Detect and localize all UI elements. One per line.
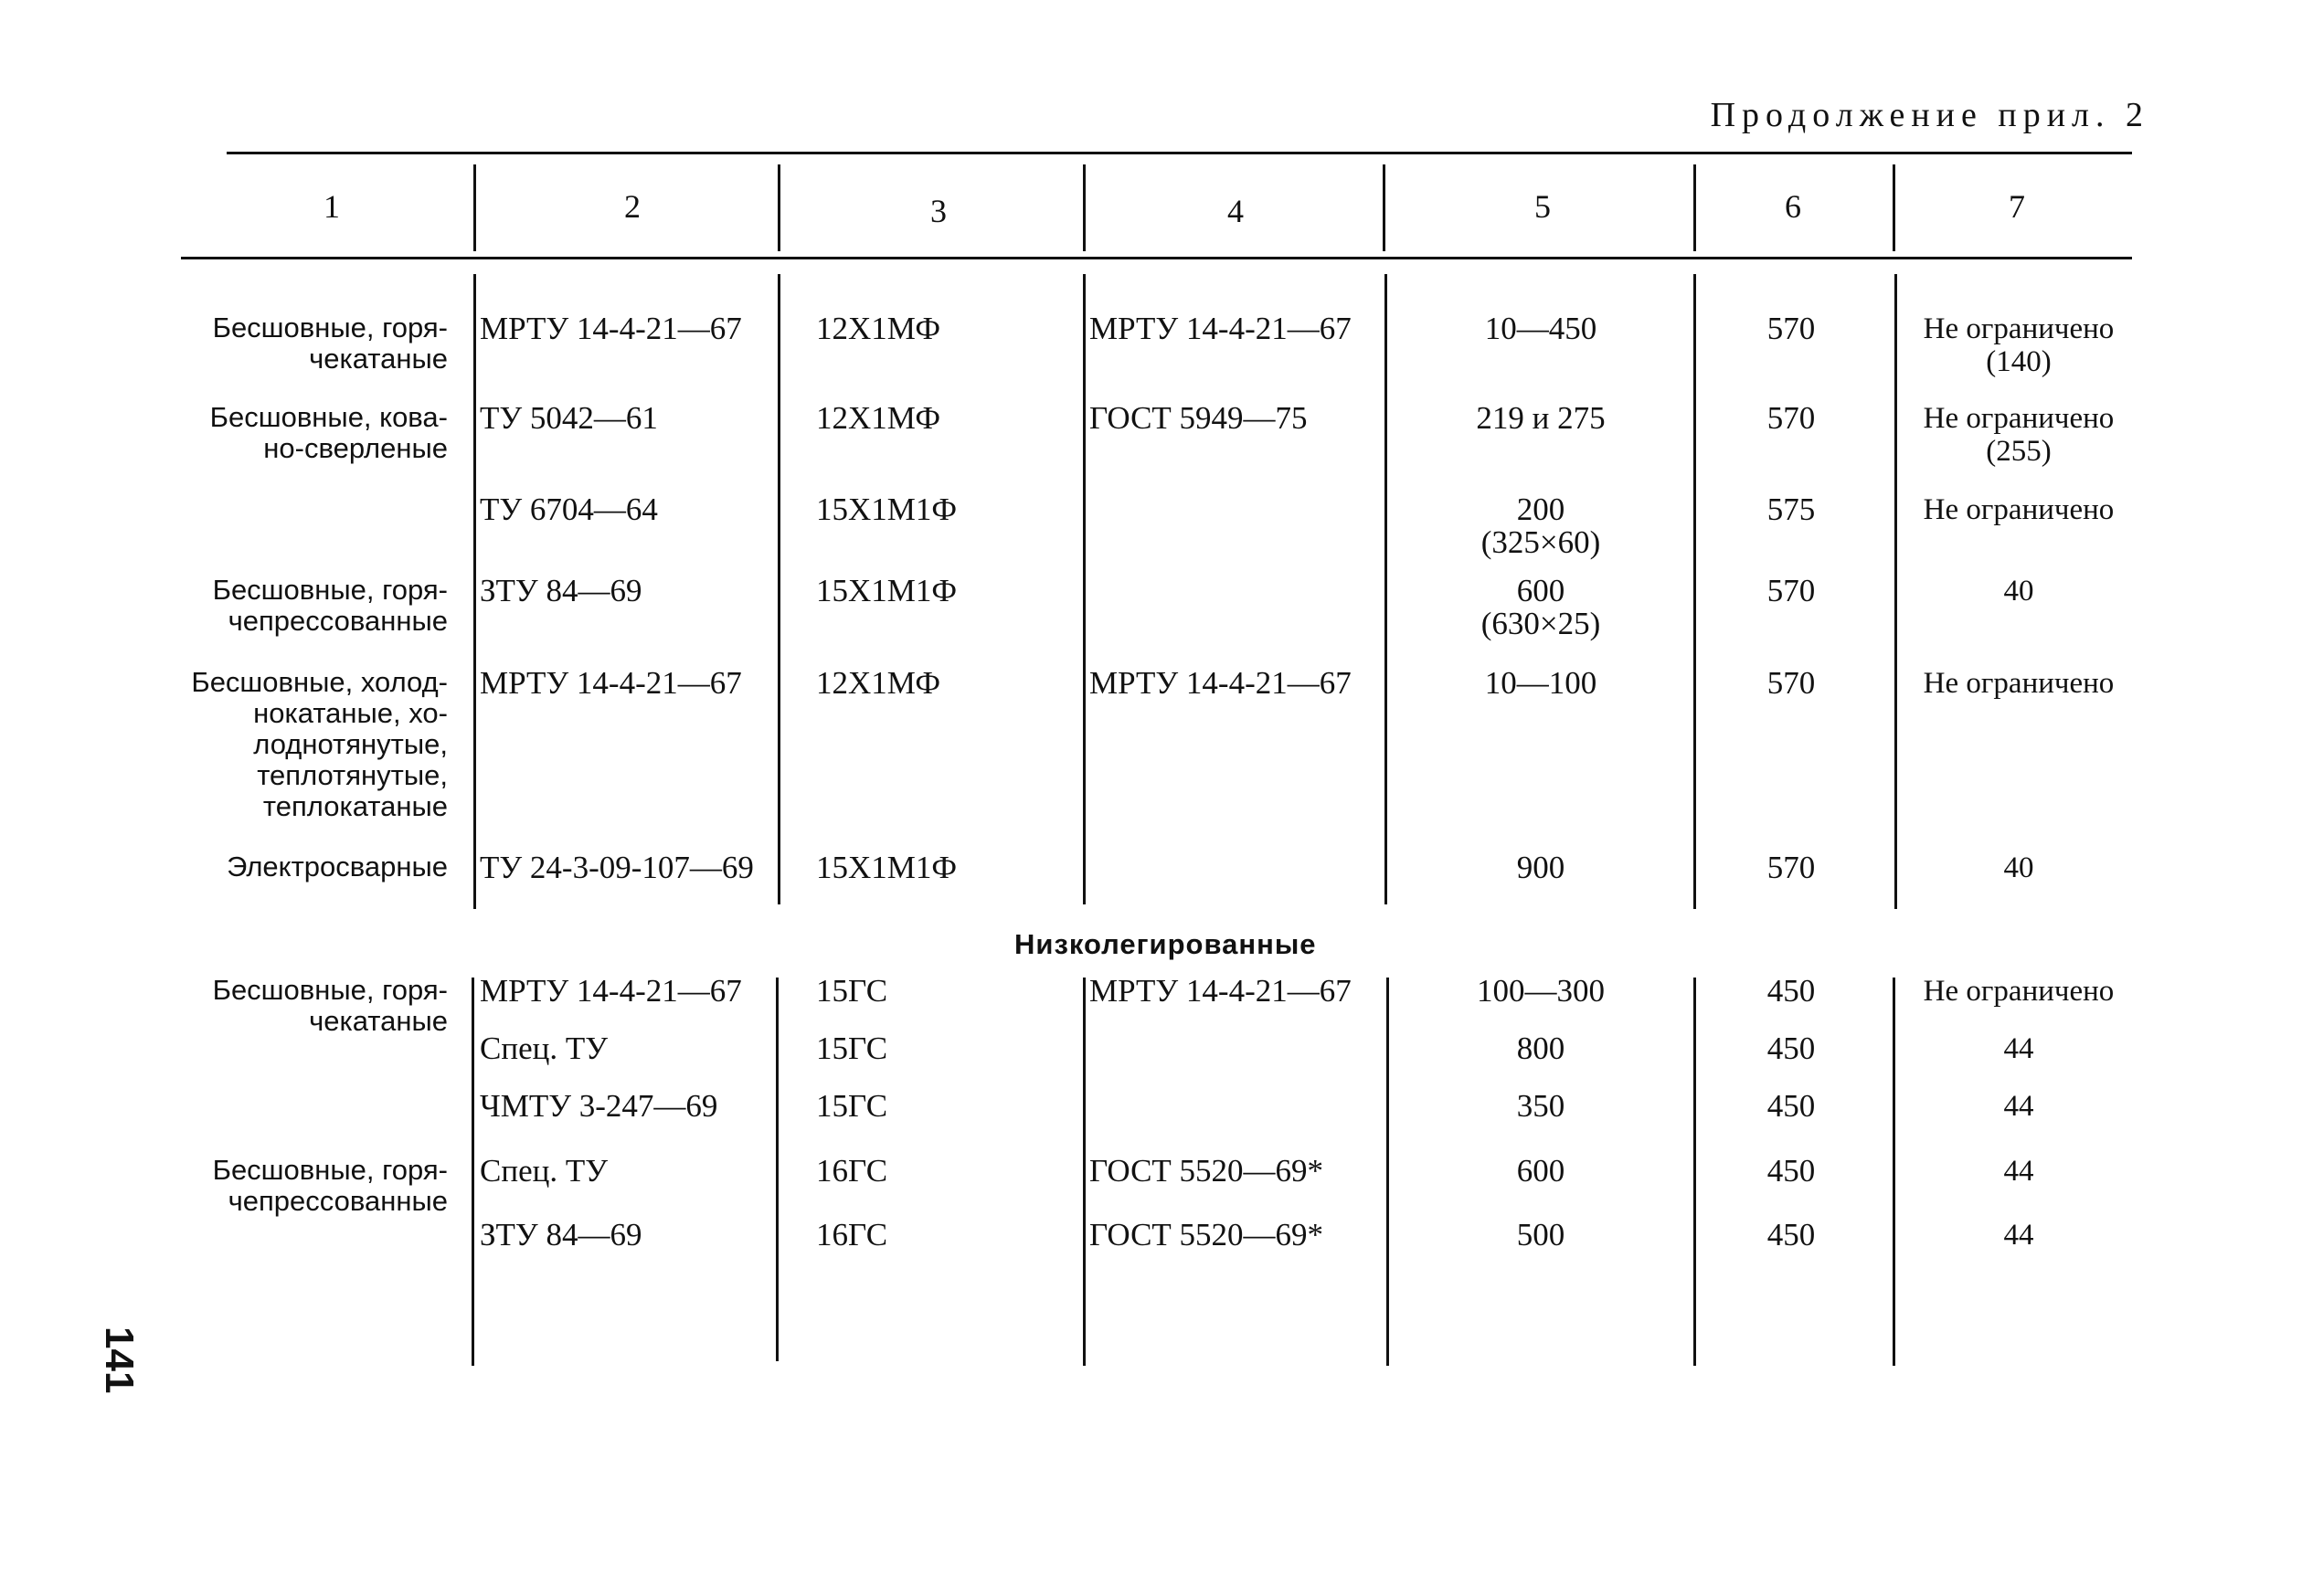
table-cell-c7: 40 xyxy=(2003,851,2034,884)
column-divider xyxy=(473,274,476,909)
table-cell-c6: 575 xyxy=(1766,491,1816,527)
table-cell-c3: 15Х1М1Ф xyxy=(816,491,958,527)
table-cell-c7: 44 xyxy=(2003,1090,2034,1123)
table-cell-c7: 40 xyxy=(2003,575,2034,608)
table-cell-c3: 15ГС xyxy=(816,1031,888,1066)
table-cell-c3: 12Х1МФ xyxy=(816,665,941,701)
table-cell-c4: МРТУ 14-4-21—67 xyxy=(1089,665,1352,701)
table-cell-c1: Бесшовные, горя- чепрессованные xyxy=(212,574,448,637)
table-cell-c6: 570 xyxy=(1766,573,1816,608)
table-cell-c3: 15ГС xyxy=(816,1088,888,1124)
continuation-caption: Продолжение прил. 2 xyxy=(1710,96,2149,134)
table-cell-c3: 15Х1М1Ф xyxy=(816,573,958,608)
column-header: 4 xyxy=(1227,193,1244,229)
table-cell-c6: 450 xyxy=(1766,1217,1816,1252)
table-cell-c5: 800 xyxy=(1516,1031,1565,1066)
column-header: 7 xyxy=(2009,188,2025,225)
table-cell-c2: ТУ 6704—64 xyxy=(480,491,658,527)
header-divider xyxy=(473,164,476,251)
table-cell-c6: 450 xyxy=(1766,1088,1816,1124)
table-cell-c5: 600 (630×25) xyxy=(1480,573,1601,641)
table-cell-c7: Не ограничено xyxy=(1923,667,2115,700)
table-header-rule xyxy=(181,257,2132,259)
table-cell-c3: 15Х1М1Ф xyxy=(816,850,958,885)
table-cell-c1: Бесшовные, горя- чекатаные xyxy=(212,312,448,375)
column-header: 3 xyxy=(930,193,947,229)
table-cell-c2: Спец. ТУ xyxy=(480,1153,608,1189)
table-cell-c7: Не ограничено (140) xyxy=(1923,312,2115,378)
column-header: 6 xyxy=(1785,188,1801,225)
table-cell-c3: 12Х1МФ xyxy=(816,311,941,346)
table-cell-c7: Не ограничено xyxy=(1923,975,2115,1008)
table-cell-c2: ЗТУ 84—69 xyxy=(480,1217,642,1252)
table-cell-c6: 570 xyxy=(1766,850,1816,885)
table-cell-c5: 200 (325×60) xyxy=(1480,491,1601,560)
table-cell-c7: 44 xyxy=(2003,1032,2034,1065)
header-divider xyxy=(1083,164,1086,251)
table-cell-c2: МРТУ 14-4-21—67 xyxy=(480,665,742,701)
header-divider xyxy=(1893,164,1895,251)
table-cell-c1: Бесшовные, кова- но-сверленые xyxy=(209,401,448,464)
column-divider xyxy=(1384,274,1387,904)
table-cell-c5: 500 xyxy=(1516,1217,1565,1252)
table-cell-c4: МРТУ 14-4-21—67 xyxy=(1089,311,1352,346)
table-cell-c7: Не ограничено (255) xyxy=(1923,402,2115,468)
table-cell-c5: 350 xyxy=(1516,1088,1565,1124)
section-title: Низколегированные xyxy=(1014,928,1317,960)
table-cell-c6: 570 xyxy=(1766,400,1816,436)
table-cell-c6: 570 xyxy=(1766,665,1816,701)
table-cell-c2: Спец. ТУ xyxy=(480,1031,608,1066)
column-divider xyxy=(1083,978,1086,1366)
table-cell-c2: ТУ 24-3-09-107—69 xyxy=(480,850,754,885)
table-cell-c3: 16ГС xyxy=(816,1153,888,1189)
column-divider xyxy=(778,274,780,904)
table-cell-c7: 44 xyxy=(2003,1155,2034,1188)
column-header: 1 xyxy=(324,188,340,225)
table-cell-c7: Не ограничено xyxy=(1923,493,2115,526)
table-cell-c3: 15ГС xyxy=(816,973,888,1009)
table-cell-c7: 44 xyxy=(2003,1219,2034,1252)
page-number: 141 xyxy=(97,1326,142,1394)
column-divider xyxy=(1386,978,1389,1366)
column-header: 2 xyxy=(624,188,641,225)
table-cell-c6: 570 xyxy=(1766,311,1816,346)
table-cell-c5: 10—450 xyxy=(1484,311,1597,346)
table-cell-c2: ЧМТУ 3-247—69 xyxy=(480,1088,718,1124)
table-cell-c2: МРТУ 14-4-21—67 xyxy=(480,311,742,346)
table-cell-c2: ЗТУ 84—69 xyxy=(480,573,642,608)
table-cell-c6: 450 xyxy=(1766,973,1816,1009)
table-top-rule xyxy=(227,152,2132,154)
table-cell-c6: 450 xyxy=(1766,1031,1816,1066)
table-cell-c5: 900 xyxy=(1516,850,1565,885)
table-cell-c4: МРТУ 14-4-21—67 xyxy=(1089,973,1352,1009)
table-cell-c3: 16ГС xyxy=(816,1217,888,1252)
table-cell-c5: 100—300 xyxy=(1477,973,1605,1009)
header-divider xyxy=(778,164,780,251)
table-cell-c2: МРТУ 14-4-21—67 xyxy=(480,973,742,1009)
column-header: 5 xyxy=(1534,188,1551,225)
column-divider xyxy=(1083,274,1086,904)
table-cell-c5: 10—100 xyxy=(1484,665,1597,701)
column-divider xyxy=(472,978,474,1366)
table-cell-c3: 12Х1МФ xyxy=(816,400,941,436)
table-cell-c4: ГОСТ 5949—75 xyxy=(1089,400,1308,436)
table-cell-c4: ГОСТ 5520—69* xyxy=(1089,1153,1324,1189)
table-cell-c6: 450 xyxy=(1766,1153,1816,1189)
header-divider xyxy=(1383,164,1385,251)
table-cell-c1: Бесшовные, горя- чепрессованные xyxy=(212,1154,448,1217)
table-cell-c5: 600 xyxy=(1516,1153,1565,1189)
table-cell-c4: ГОСТ 5520—69* xyxy=(1089,1217,1324,1252)
table-cell-c1: Электросварные xyxy=(227,851,448,883)
table-cell-c1: Бесшовные, холод- нокатаные, хо- лоднотянутые, теплотянутые, теплокатаные xyxy=(191,666,448,822)
column-divider xyxy=(776,978,779,1361)
table-cell-c2: ТУ 5042—61 xyxy=(480,400,658,436)
table-cell-c1: Бесшовные, горя- чекатаные xyxy=(212,974,448,1037)
table-cell-c5: 219 и 275 xyxy=(1476,400,1606,436)
header-divider xyxy=(1693,164,1696,251)
